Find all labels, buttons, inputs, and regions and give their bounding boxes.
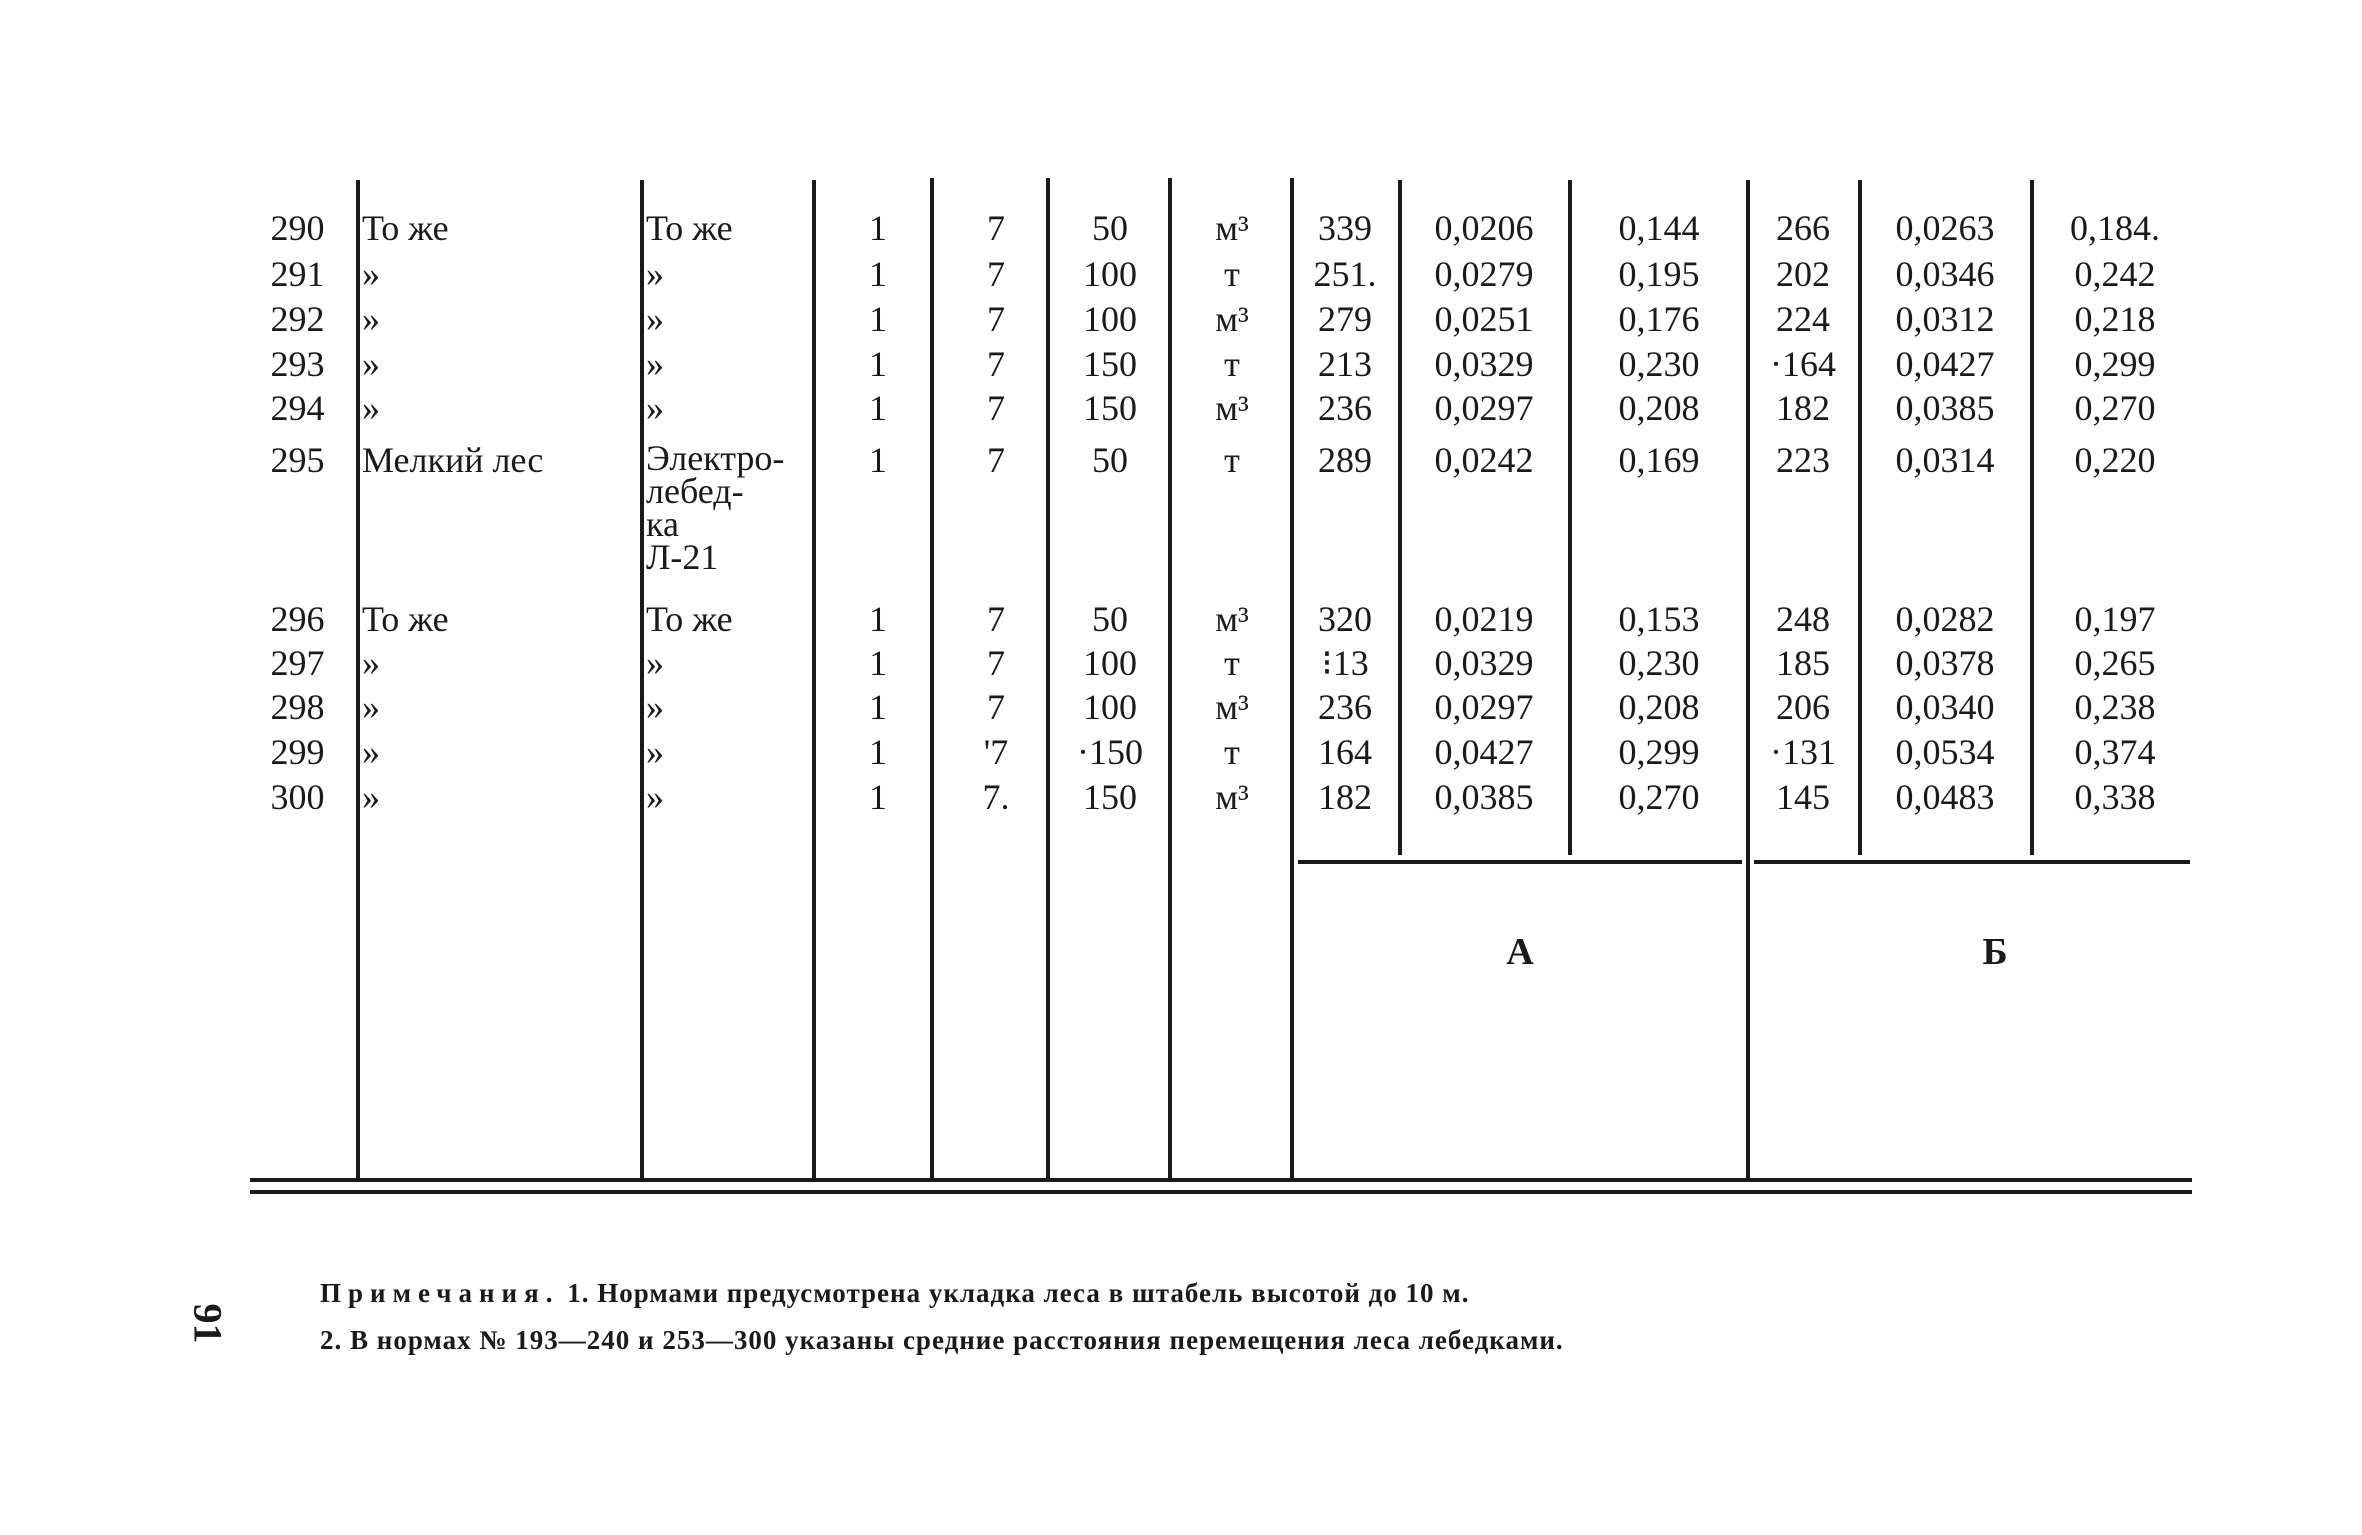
cell-a3: 0,176 (1618, 299, 1700, 339)
cell-method: » (646, 687, 664, 727)
cell-b1: 248 (1776, 599, 1830, 639)
cell-c1: 1 (869, 643, 887, 683)
cell-unit: т (1224, 440, 1240, 480)
notes-heading: Примечания. (320, 1278, 560, 1308)
column-rule (1858, 180, 1862, 855)
cell-method: » (646, 299, 664, 339)
cell-b3: 0,242 (2074, 254, 2156, 294)
cell-b2: 0,0263 (1895, 208, 1995, 248)
cell-method: » (646, 254, 664, 294)
cell-num: 296 (270, 599, 325, 639)
cell-material: » (362, 388, 380, 428)
cell-num: 299 (270, 732, 325, 772)
column-rule (1568, 180, 1572, 855)
cell-a2: 0,0206 (1434, 208, 1534, 248)
cell-c1: 1 (869, 388, 887, 428)
cell-a1: 320 (1318, 599, 1372, 639)
cell-b1: 223 (1776, 440, 1830, 480)
cell-unit: т (1224, 643, 1240, 683)
cell-a1: ⁝13 (1321, 643, 1369, 683)
cell-num: 293 (270, 344, 325, 384)
cell-method: » (646, 388, 664, 428)
cell-b2: 0,0378 (1895, 643, 1995, 683)
cell-b2: 0,0483 (1895, 777, 1995, 817)
cell-material: » (362, 777, 380, 817)
column-rule (1046, 178, 1050, 1180)
cell-unit: т (1224, 344, 1240, 384)
cell-unit: м³ (1215, 208, 1249, 248)
notes-line-2 (320, 1325, 1564, 1356)
cell-b3: 0,270 (2074, 388, 2156, 428)
cell-a2: 0,0385 (1434, 777, 1534, 817)
cell-dist: 100 (1083, 687, 1137, 727)
cell-dist: 150 (1083, 344, 1137, 384)
cell-b3: 0,299 (2074, 344, 2156, 384)
notes-line-1 (320, 1278, 1469, 1309)
cell-num: 292 (270, 299, 325, 339)
cell-b3: 0,184. (2070, 208, 2160, 248)
cell-dist: 150 (1083, 777, 1137, 817)
cell-a2: 0,0427 (1434, 732, 1534, 772)
cell-method: » (646, 344, 664, 384)
cell-num: 298 (270, 687, 325, 727)
cell-b1: 206 (1776, 687, 1830, 727)
cell-a2: 0,0329 (1434, 643, 1534, 683)
cell-dist: 100 (1083, 299, 1137, 339)
cell-a1: 251. (1313, 254, 1377, 294)
cell-b2: 0,0534 (1895, 732, 1995, 772)
notes-text-2: 2. В нормах № 193—240 и 253—300 указаны средние расстояния перемещения леса лебедками. (320, 1325, 1564, 1355)
cell-material: Мелкий лес (362, 440, 544, 480)
cell-material: » (362, 643, 380, 683)
cell-num: 291 (270, 254, 325, 294)
cell-b2: 0,0385 (1895, 388, 1995, 428)
cell-dist: 50 (1092, 599, 1128, 639)
cell-a2: 0,0251 (1434, 299, 1534, 339)
cell-method: » (646, 777, 664, 817)
cell-a3: 0,270 (1618, 777, 1700, 817)
cell-b1: ·131 (1770, 732, 1836, 772)
cell-c2: 7 (987, 388, 1005, 428)
cell-b1: 145 (1776, 777, 1830, 817)
cell-a3: 0,153 (1618, 599, 1700, 639)
cell-b2: 0,0427 (1895, 344, 1995, 384)
cell-c1: 1 (869, 599, 887, 639)
cell-num: 295 (270, 440, 325, 480)
cell-a1: 289 (1318, 440, 1372, 480)
cell-c2: 7 (987, 208, 1005, 248)
cell-a1: 213 (1318, 344, 1372, 384)
cell-a3: 0,195 (1618, 254, 1700, 294)
cell-a3: 0,169 (1618, 440, 1700, 480)
cell-b3: 0,265 (2074, 643, 2156, 683)
cell-a3: 0,208 (1618, 388, 1700, 428)
cell-b3: 0,238 (2074, 687, 2156, 727)
cell-c1: 1 (869, 687, 887, 727)
cell-material: » (362, 344, 380, 384)
column-rule (812, 180, 816, 1180)
group-b-label: Б (1982, 931, 2008, 973)
column-rule (1398, 180, 1402, 855)
cell-c2: 7. (982, 777, 1010, 817)
cell-a3: 0,299 (1618, 732, 1700, 772)
cell-c1: 1 (869, 208, 887, 248)
cell-material: То же (362, 208, 449, 248)
cell-a3: 0,230 (1618, 344, 1700, 384)
cell-a1: 164 (1318, 732, 1372, 772)
cell-c2: 7 (987, 440, 1005, 480)
cell-b1: 202 (1776, 254, 1830, 294)
cell-num: 294 (270, 388, 325, 428)
cell-b1: ·164 (1770, 344, 1836, 384)
cell-a3: 0,208 (1618, 687, 1700, 727)
cell-b3: 0,197 (2074, 599, 2156, 639)
column-rule (1168, 178, 1172, 1180)
cell-unit: м³ (1215, 599, 1249, 639)
table-bottom-rule-double (250, 1190, 2192, 1194)
cell-a2: 0,0219 (1434, 599, 1534, 639)
cell-a1: 182 (1318, 777, 1372, 817)
cell-a2: 0,0297 (1434, 388, 1534, 428)
cell-method: » (646, 643, 664, 683)
cell-b1: 266 (1776, 208, 1830, 248)
cell-c2: 7 (987, 599, 1005, 639)
cell-c2: 7 (987, 687, 1005, 727)
cell-c1: 1 (869, 732, 887, 772)
cell-num: 297 (270, 643, 325, 683)
cell-unit: м³ (1215, 687, 1249, 727)
cell-b3: 0,218 (2074, 299, 2156, 339)
cell-b2: 0,0340 (1895, 687, 1995, 727)
cell-method: То же (646, 208, 733, 248)
cell-c2: 7 (987, 344, 1005, 384)
cell-b2: 0,0314 (1895, 440, 1995, 480)
cell-dist: ·150 (1077, 732, 1143, 772)
cell-dist: 150 (1083, 388, 1137, 428)
group-a-rule (1298, 860, 1742, 864)
cell-c1: 1 (869, 299, 887, 339)
cell-num: 290 (270, 208, 325, 248)
cell-a1: 339 (1318, 208, 1372, 248)
cell-material: » (362, 254, 380, 294)
cell-dist: 50 (1092, 440, 1128, 480)
cell-b3: 0,220 (2074, 440, 2156, 480)
group-a-label: А (1506, 931, 1534, 973)
cell-c2: 7 (987, 299, 1005, 339)
cell-c2: '7 (983, 732, 1009, 772)
cell-unit: м³ (1215, 299, 1249, 339)
cell-c1: 1 (869, 777, 887, 817)
table-bottom-rule (250, 1178, 2192, 1182)
cell-num: 300 (270, 777, 325, 817)
cell-b2: 0,0282 (1895, 599, 1995, 639)
cell-a2: 0,0242 (1434, 440, 1534, 480)
cell-method: Электро- лебед- ка Л-21 (646, 438, 785, 577)
cell-b3: 0,374 (2074, 732, 2156, 772)
cell-a3: 0,144 (1618, 208, 1700, 248)
cell-unit: м³ (1215, 777, 1249, 817)
cell-material: » (362, 299, 380, 339)
column-rule (2030, 180, 2034, 855)
cell-a1: 236 (1318, 388, 1372, 428)
cell-dist: 50 (1092, 208, 1128, 248)
cell-a1: 236 (1318, 687, 1372, 727)
cell-material: » (362, 732, 380, 772)
cell-a2: 0,0279 (1434, 254, 1534, 294)
column-rule (1746, 180, 1750, 1182)
cell-b2: 0,0346 (1895, 254, 1995, 294)
cell-unit: м³ (1215, 388, 1249, 428)
column-rule (1290, 178, 1294, 1180)
cell-method: То же (646, 599, 733, 639)
column-rule (640, 180, 644, 1180)
cell-c2: 7 (987, 254, 1005, 294)
notes-text-1: 1. Нормами предусмотрена укладка леса в штабель высотой до 10 м. (567, 1278, 1470, 1308)
column-rule (356, 180, 360, 1180)
cell-material: То же (362, 599, 449, 639)
cell-c2: 7 (987, 643, 1005, 683)
cell-c1: 1 (869, 344, 887, 384)
cell-method: » (646, 732, 664, 772)
page-number: 91 (185, 1303, 231, 1344)
cell-c1: 1 (869, 440, 887, 480)
cell-c1: 1 (869, 254, 887, 294)
cell-material: » (362, 687, 380, 727)
group-b-rule (1754, 860, 2190, 864)
cell-a2: 0,0297 (1434, 687, 1534, 727)
cell-b3: 0,338 (2074, 777, 2156, 817)
cell-dist: 100 (1083, 254, 1137, 294)
cell-b1: 185 (1776, 643, 1830, 683)
cell-a2: 0,0329 (1434, 344, 1534, 384)
column-rule (930, 178, 934, 1180)
cell-b1: 182 (1776, 388, 1830, 428)
cell-b1: 224 (1776, 299, 1830, 339)
cell-b2: 0,0312 (1895, 299, 1995, 339)
cell-dist: 100 (1083, 643, 1137, 683)
cell-unit: т (1224, 254, 1240, 294)
cell-a3: 0,230 (1618, 643, 1700, 683)
cell-a1: 279 (1318, 299, 1372, 339)
cell-unit: т (1224, 732, 1240, 772)
